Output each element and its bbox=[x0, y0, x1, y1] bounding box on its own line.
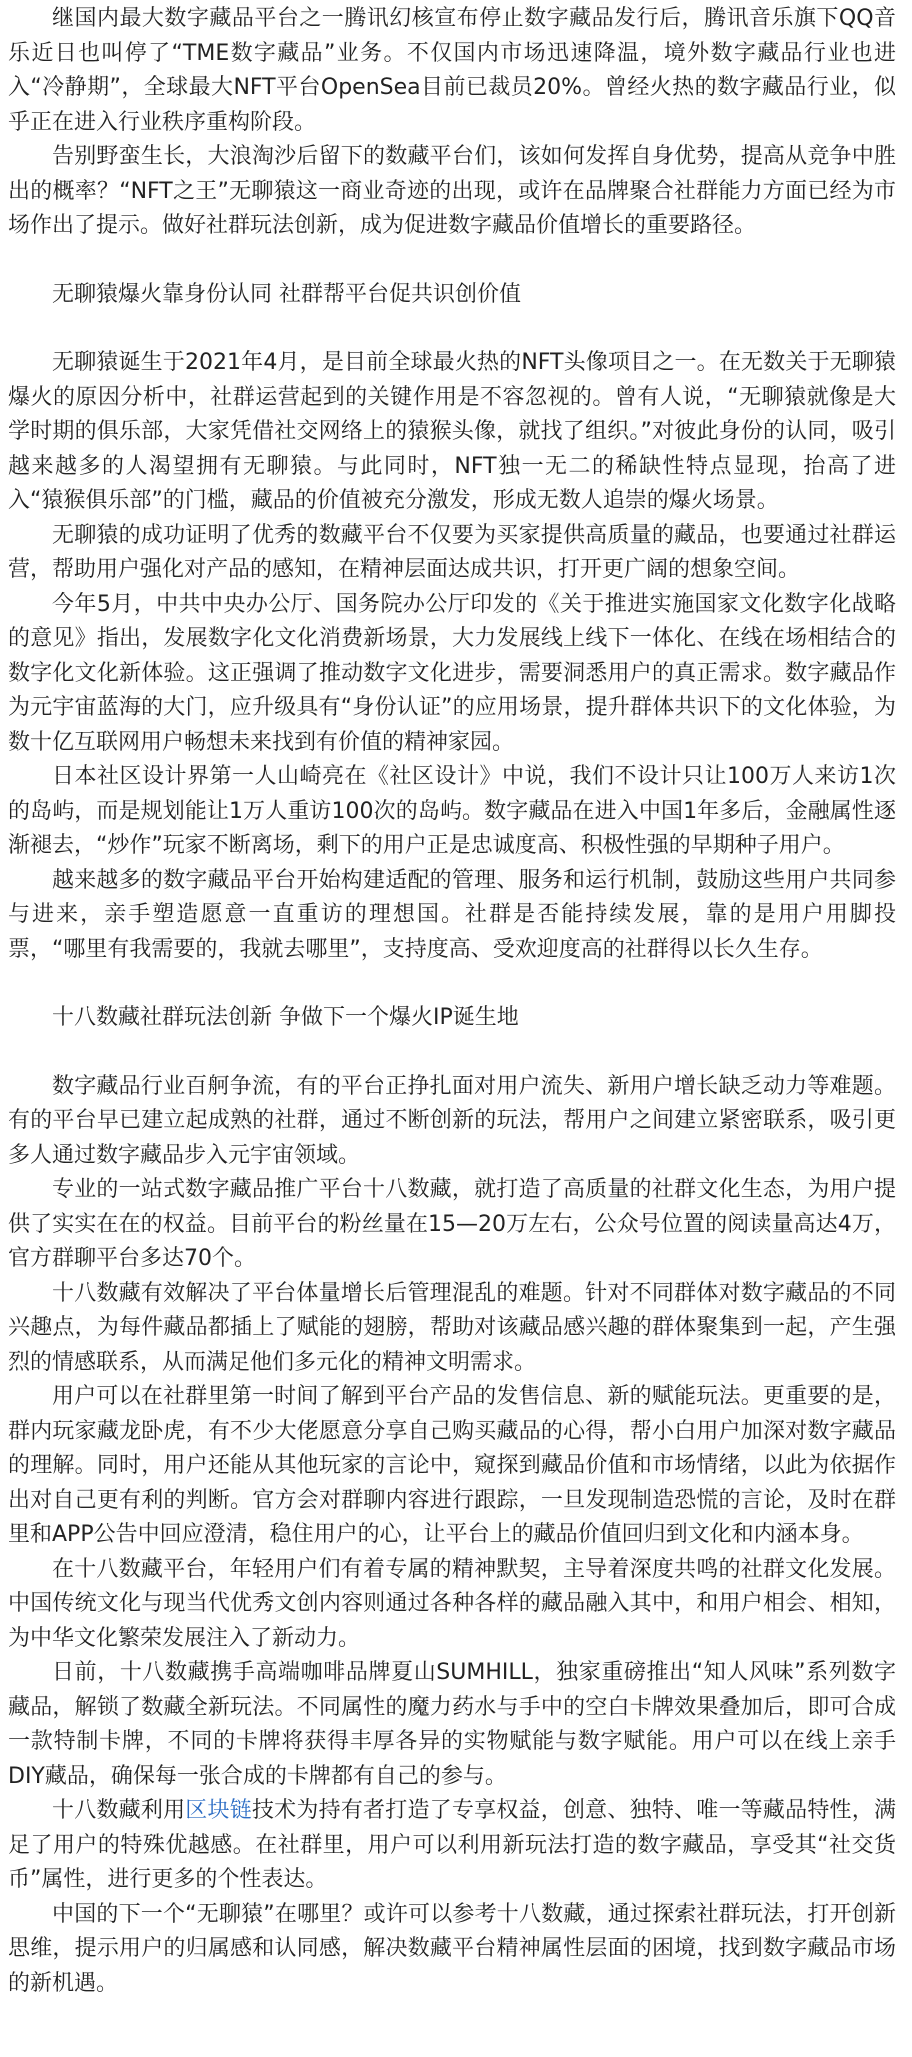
blockchain-paragraph-after: 技术为持有者打造了专享权益，创意、独特、唯一等藏品特性，满足了用户的特殊优越感。在社群里，用户可以利用新玩法打造的数字藏品，享受其“社交货币”属性，进行更多的个性表达。 bbox=[8, 1798, 896, 1892]
section-heading-1: 无聊猿爆火靠身份认同 社群帮平台促共识创价值 bbox=[52, 281, 521, 307]
blockchain-paragraph bbox=[8, 1794, 896, 1898]
section1-paragraph-4: 日本社区设计界第一人山崎亮在《社区设计》中说，我们不设计只让100万人来访1次的岛屿，而是规划能让1万人重访100次的岛屿。数字藏品在进入中国1年多后，金融属性逐渐褪去，“炒作”玩家不断离场，剩下的用户正是忠诚度高、积极性强的早期种子用户。 bbox=[8, 764, 896, 858]
section2-paragraph-2: 专业的一站式数字藏品推广平台十八数藏，就打造了高质量的社群文化生态，为用户提供了实实在在的权益。目前平台的粉丝量在15—20万左右，公众号位置的阅读量高达4万，官方群聊平台多达70个。 bbox=[8, 1177, 896, 1271]
section2-paragraph-5: 在十八数藏平台，年轻用户们有着专属的精神默契，主导着深度共鸣的社群文化发展。中国传统文化与现当代优秀文创内容则通过各种各样的藏品融入其中，和用户相会、相知，为中华文化繁荣发展注入了新动力。 bbox=[8, 1556, 896, 1651]
section2-paragraph-3: 十八数藏有效解决了平台体量增长后管理混乱的难题。针对不同群体对数字藏品的不同兴趣点，为每件藏品都插上了赋能的翅膀，帮助对该藏品感兴趣的群体聚集到一起，产生强烈的情感联系，从而满足他们多元化的精神文明需求。 bbox=[8, 1280, 896, 1375]
section1-paragraph-5: 越来越多的数字藏品平台开始构建适配的管理、服务和运行机制，鼓励这些用户共同参与进来，亲手塑造愿意一直重访的理想国。社群是否能持续发展，靠的是用户用脚投票，“哪里有我需要的，我就去哪里”，支持度高、受欢迎度高的社群得以长久生存。 bbox=[8, 867, 896, 962]
section1-paragraph-3: 今年5月，中共中央办公厅、国务院办公厅印发的《关于推进实施国家文化数字化战略的意见》指出，发展数字化文化消费新场景，大力发展线上线下一体化、在线在场相结合的数字化文化新体验。这正强调了推动数字文化进步，需要洞悉用户的真正需求。数字藏品作为元宇宙蓝海的大门，应升级具有“身份认证”的应用场景，提升群体共识下的文化体验，为数十亿互联网用户畅想未来找到有价值的精神家园。 bbox=[8, 591, 896, 755]
section2-paragraph-6: 日前，十八数藏携手高端咖啡品牌夏山SUMHILL，独家重磅推出“知人风味”系列数字藏品，解锁了数藏全新玩法。不同属性的魔力药水与手中的空白卡牌效果叠加后，即可合成一款特制卡牌，不同的卡牌将获得丰厚各异的实物赋能与数字赋能。用户可以在线上亲手DIY藏品，确保每一张合成的卡牌都有自己的参与。 bbox=[8, 1660, 896, 1789]
intro-paragraph-1: 继国内最大数字藏品平台之一腾讯幻核宣布停止数字藏品发行后，腾讯音乐旗下QQ音乐近日也叫停了“TME数字藏品”业务。不仅国内市场迅速降温，境外数字藏品行业也进入“冷静期”，全球最大NFT平台OpenSea目前已裁员20%。曾经火热的数字藏品行业，似乎正在进入行业秩序重构阶段。 bbox=[8, 6, 896, 135]
blockchain-link[interactable]: 区块链 bbox=[185, 1798, 252, 1823]
closing-paragraph: 中国的下一个“无聊猿”在哪里？或许可以参考十八数藏，通过探索社群玩法，打开创新思维，提示用户的归属感和认同感，解决数藏平台精神属性层面的困境，找到数字藏品市场的新机遇。 bbox=[8, 1901, 896, 1996]
section1-paragraph-1: 无聊猿诞生于2021年4月，是目前全球最火热的NFT头像项目之一。在无数关于无聊猿爆火的原因分析中，社群运营起到的关键作用是不容忽视的。曾有人说，“无聊猿就像是大学时期的俱乐部，大家凭借社交网络上的猿猴头像，就找了组织。”对彼此身份的认同，吸引越来越多的人渴望拥有无聊猿。与此同时，NFT独一无二的稀缺性特点显现，抬高了进入“猿猴俱乐部”的门槛，藏品的价值被充分激发，形成无数人追崇的爆火场景。 bbox=[8, 350, 896, 513]
blockchain-paragraph-before: 十八数藏利用 bbox=[52, 1798, 186, 1823]
section-heading-2: 十八数藏社群玩法创新 争做下一个爆火IP诞生地 bbox=[52, 1005, 519, 1030]
section1-paragraph-2: 无聊猿的成功证明了优秀的数藏平台不仅要为买家提供高质量的藏品，也要通过社群运营，帮助用户强化对产品的感知，在精神层面达成共识，打开更广阔的想象空间。 bbox=[8, 522, 896, 582]
section2-paragraph-1: 数字藏品行业百舸争流，有的平台正挣扎面对用户流失、新用户增长缺乏动力等难题。有的平台早已建立起成熟的社群，通过不断创新的玩法，帮用户之间建立紧密联系，吸引更多人通过数字藏品步入元宇宙领域。 bbox=[8, 1073, 896, 1168]
intro-paragraph-2: 告别野蛮生长，大浪淘沙后留下的数藏平台们，该如何发挥自身优势，提高从竞争中胜出的概率？“NFT之王”无聊猿这一商业奇迹的出现，或许在品牌聚合社群能力方面已经为市场作出了提示。做好社群玩法创新，成为促进数字藏品价值增长的重要路径。 bbox=[8, 144, 896, 238]
section2-paragraph-4: 用户可以在社群里第一时间了解到平台产品的发售信息、新的赋能玩法。更重要的是，群内玩家藏龙卧虎，有不少大佬愿意分享自己购买藏品的心得，帮小白用户加深对数字藏品的理解。同时，用户还能从其他玩家的言论中，窥探到藏品价值和市场情绪，以此为依据作出对自己更有利的判断。官方会对群聊内容进行跟踪，一旦发现制造恐慌的言论，及时在群里和APP公告中回应澄清，稳住用户的心，让平台上的藏品价值回归到文化和内涵本身。 bbox=[8, 1384, 896, 1547]
